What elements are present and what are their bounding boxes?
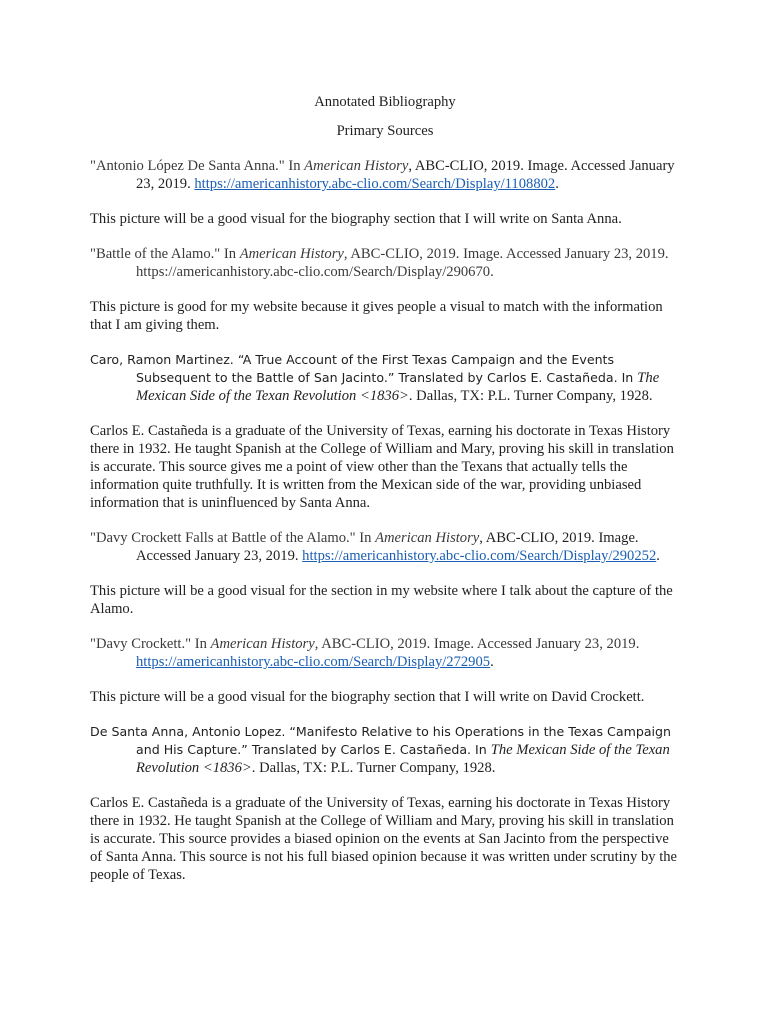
annotation-6: Carlos E. Castañeda is a graduate of the University of Texas, earning his doctorate in Texas History there in 1932. He taught Spanish at the College of William and Mary, proving his skill in translation is accurate. This source provides a biased opinion on the events at San Jacinto from the perspective of Santa Anna. This source is not his full biased opinion because it was written under scrutiny by the people of Texas.	[90, 795, 678, 883]
annotation-1: This picture will be a good visual for the biography section that I will write on Santa Anna.	[90, 211, 622, 227]
citation-link[interactable]: https://americanhistory.abc-clio.com/Search/Display/1108802	[194, 176, 556, 192]
annotation-2: This picture is good for my website because it gives people a visual to match with the information that I am giving them.	[90, 299, 663, 333]
citation-text: .	[555, 176, 559, 192]
citation-4	[90, 529, 680, 565]
section-heading: Primary Sources	[336, 123, 434, 139]
citation-work-title: American History	[239, 246, 344, 262]
citation-text: "Antonio López De Santa Anna." In	[90, 158, 305, 174]
citation-text: .	[490, 654, 494, 670]
citation-work-title: American History	[375, 530, 480, 546]
citation-text: , ABC-CLIO, 2019. Image. Accessed January 23, 2019.	[136, 530, 639, 564]
citation-text: De Santa Anna, Antonio Lopez. “Manifesto Relative to his Operations in the Texas Campaign and His Capture.” Translated by Carlos E. Castañeda. In	[90, 724, 672, 757]
citation-text: . Dallas, TX: P.L. Turner Company, 1928.	[251, 760, 496, 776]
citation-work-title: The Mexican Side of the Texan Revolution <1836>	[136, 742, 670, 776]
citation-link[interactable]: https://americanhistory.abc-clio.com/Search/Display/290252	[302, 548, 657, 564]
citation-text: "Davy Crockett Falls at Battle of the Alamo." In	[90, 530, 376, 546]
bibliography-body	[90, 93, 680, 901]
page-title: Annotated Bibliography	[314, 94, 456, 110]
annotation-3: Carlos E. Castañeda is a graduate of the University of Texas, earning his doctorate in Texas History there in 1932. He taught Spanish at the College of William and Mary, proving his skill in translation is accurate. This source gives me a point of view other than the Texans that actually tells the information quite truthfully. It is written from the Mexican side of the war, providing unbiased information that is uninfluenced by Santa Anna.	[90, 423, 674, 511]
citation-work-title: American History	[210, 636, 315, 652]
annotation-4: This picture will be a good visual for the section in my website where I talk about the capture of the Alamo.	[90, 583, 673, 617]
citation-work-title: American History	[304, 158, 409, 174]
citation-5	[90, 635, 680, 671]
citation-text: , ABC-CLIO, 2019. Image. Accessed January 23, 2019.	[136, 158, 675, 192]
citation-text: .	[656, 548, 660, 564]
citation-text: . Dallas, TX: P.L. Turner Company, 1928.	[408, 388, 653, 404]
citation-work-title: The Mexican Side of the Texan Revolution <1836>	[136, 370, 660, 404]
citation-text: Caro, Ramon Martinez. “A True Account of the First Texas Campaign and the Events Subsequent to the Battle of San Jacinto.” Translated by Carlos E. Castañeda. In	[90, 352, 638, 385]
citation-text: , ABC-CLIO, 2019. Image. Accessed January 23, 2019. https://americanhistory.abc-clio.com/Search/Display/290670.	[136, 246, 669, 280]
citation-text: , ABC-CLIO, 2019. Image. Accessed January 23, 2019.	[314, 636, 640, 652]
citation-text: "Davy Crockett." In	[90, 636, 211, 652]
citation-link[interactable]: https://americanhistory.abc-clio.com/Search/Display/272905	[136, 654, 491, 670]
citation-2	[90, 245, 680, 281]
annotation-5: This picture will be a good visual for the biography section that I will write on David Crockett.	[90, 689, 645, 705]
citation-text: "Battle of the Alamo." In	[90, 246, 240, 262]
citation-1	[90, 157, 680, 193]
citation-3	[90, 351, 680, 405]
citation-6	[90, 723, 680, 777]
